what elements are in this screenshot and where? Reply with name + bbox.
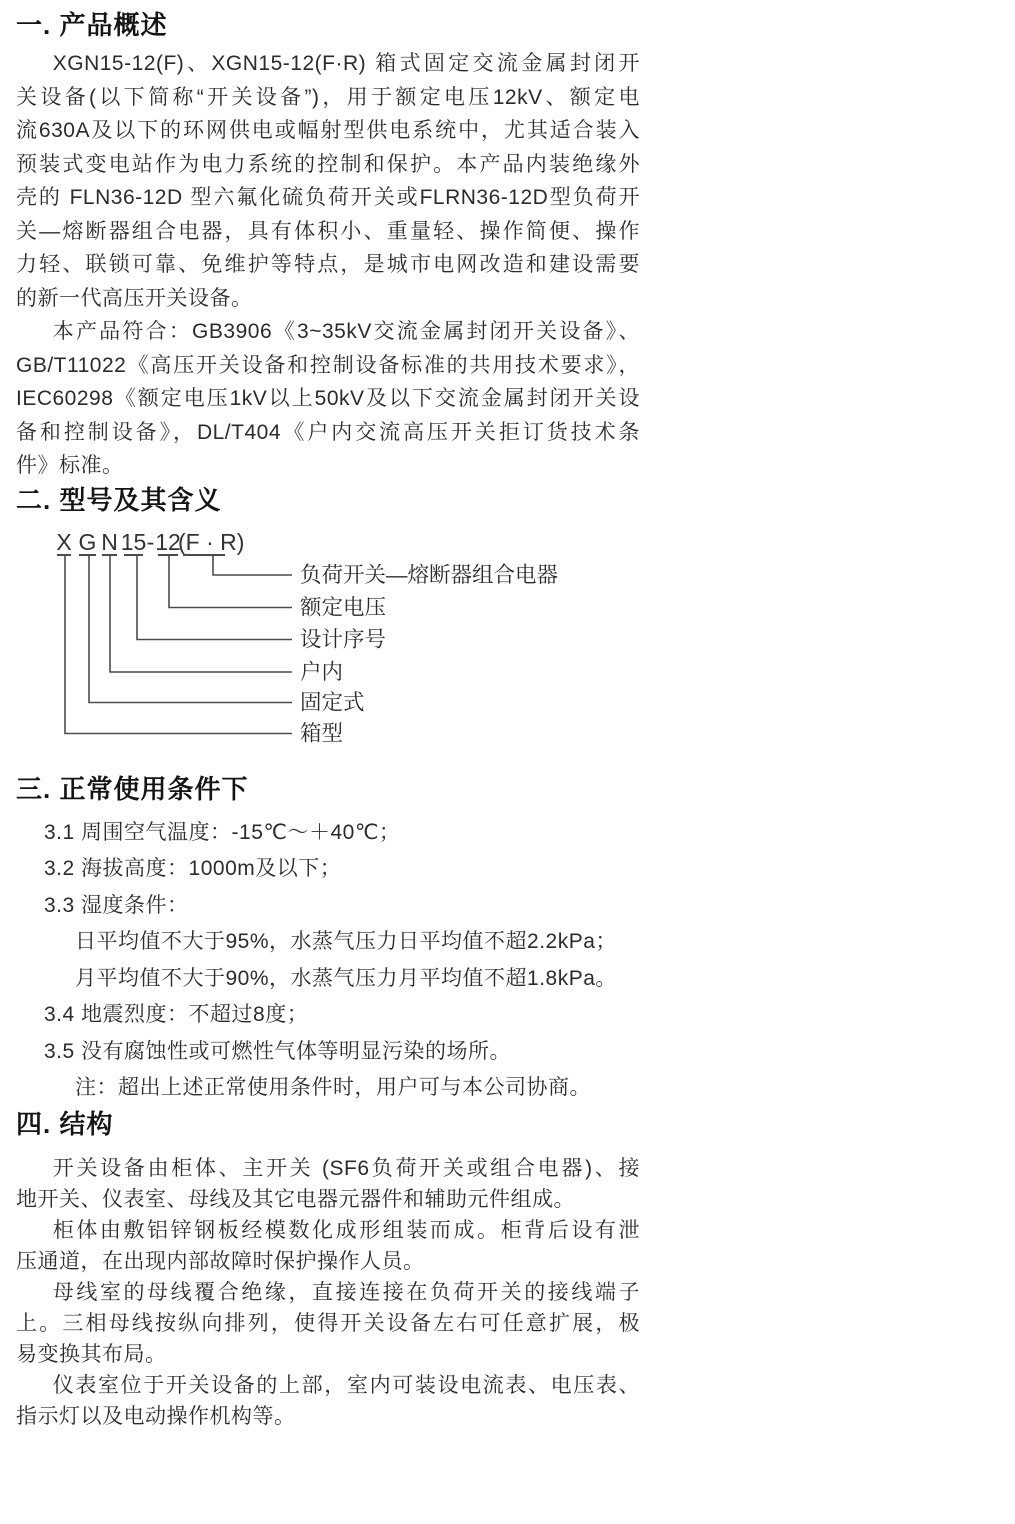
diagram-label: 额定电压: [300, 595, 387, 619]
paragraph: [16, 1153, 640, 1215]
connector-line: [137, 555, 292, 640]
paragraph: [16, 1215, 640, 1277]
model-segment: G: [78, 528, 97, 555]
connector-line: [89, 555, 292, 703]
text-line: 关设备(以下简称“开关设备”)，用于额定电压12kV、额定电: [16, 85, 640, 109]
connector-line: [169, 555, 292, 608]
paragraph: [16, 47, 640, 315]
model-segment: 15: [120, 528, 147, 555]
condition-item: 日平均值不大于95%，水蒸气压力日平均值不超2.2kPa；: [75, 930, 617, 953]
text-line: GB/T11022《高压开关设备和控制设备标准的共用技术要求》，: [16, 353, 640, 377]
paragraph: [16, 315, 640, 483]
condition-item: 3.4 地震烈度：不超过8度；: [44, 1003, 309, 1026]
diagram-label: 户内: [300, 659, 344, 684]
section-2-title: 二. 型号及其含义: [16, 484, 222, 515]
model-separator: -: [146, 528, 155, 555]
section-3-title: 三. 正常使用条件下: [16, 773, 249, 804]
text-line: 母线室的母线覆合绝缘，直接连接在负荷开关的接线端子: [52, 1280, 640, 1304]
paragraph: [16, 1370, 640, 1432]
condition-item: 3.1 周围空气温度：-15℃～＋40℃；: [44, 820, 401, 844]
text-line: 的新一代高压开关设备。: [16, 286, 253, 310]
text-line: 关—熔断器组合电器，具有体积小、重量轻、操作简便、操作: [16, 219, 640, 243]
text-line: 备和控制设备》，DL/T404《户内交流高压开关拒订货技术条: [16, 420, 640, 444]
text-line: 上。三相母线按纵向排列，使得开关设备左右可任意扩展，极: [16, 1311, 640, 1335]
text-line: 压通道，在出现内部故障时保护操作人员。: [16, 1249, 425, 1273]
diagram-label: 设计序号: [300, 627, 387, 651]
paragraph: [16, 1277, 640, 1370]
section-4-body: [16, 1153, 640, 1432]
text-line: 件》标准。: [16, 454, 124, 477]
condition-item: 3.3 湿度条件：: [44, 893, 189, 917]
text-line: 柜体由敷铝锌钢板经模数化成形组装而成。柜背后设有泄: [52, 1218, 640, 1242]
text-line: 开关设备由柜体、主开关 (SF6负荷开关或组合电器)、接: [52, 1156, 640, 1180]
section-normal-conditions: [16, 772, 1015, 1107]
text-line: 指示灯以及电动操作机构等。: [16, 1404, 296, 1428]
condition-item: 注：超出上述正常使用条件时，用户可与本公司协商。: [75, 1076, 591, 1099]
diagram-label: 箱型: [300, 721, 344, 745]
text-line: XGN15-12(F)、XGN15-12(F·R) 箱式固定交流金属封闭开: [52, 52, 640, 75]
section-structure: [16, 1107, 1015, 1432]
text-line: 仪表室位于开关设备的上部，室内可装设电流表、电压表、: [52, 1373, 640, 1397]
condition-item: 3.5 没有腐蚀性或可燃性气体等明显污染的场所。: [44, 1039, 512, 1063]
condition-item: 3.2 海拔高度：1000m及以下；: [44, 857, 342, 880]
text-line: 本产品符合：GB3906《3~35kV交流金属封闭开关设备》、: [52, 320, 640, 343]
text-line: 力轻、联锁可靠、免维护等特点，是城市电网改造和建设需要: [16, 253, 640, 276]
connector-line: [213, 555, 292, 575]
section-3-body: [16, 815, 640, 1107]
section-product-overview: [16, 8, 1015, 483]
section-model-meaning: [16, 483, 1015, 772]
model-designation-diagram: [16, 517, 636, 772]
text-line: 易变换其布局。: [16, 1342, 167, 1366]
section-1-body: [16, 47, 640, 483]
model-segment: (F · R): [178, 528, 245, 555]
diagram-label: 负荷开关—熔断器组合电器: [300, 562, 559, 587]
section-1-title: 一. 产品概述: [16, 10, 168, 40]
text-line: 壳的 FLN36-12D 型六氟化硫负荷开关或FLRN36-12D型负荷开: [16, 186, 640, 209]
text-line: IEC60298《额定电压1kV以上50kV及以下交流金属封闭开关设: [16, 387, 640, 410]
section-4-title: 四. 结构: [16, 1108, 114, 1139]
text-line: 地开关、仪表室、母线及其它电器元器件和辅助元件组成。: [16, 1187, 575, 1211]
condition-item: 月平均值不大于90%，水蒸气压力月平均值不超1.8kPa。: [75, 966, 617, 990]
diagram-label: 固定式: [300, 690, 365, 714]
model-segment: 12: [155, 528, 181, 555]
model-segment: N: [101, 528, 118, 555]
text-line: 流630A及以下的环网供电或幅射型供电系统中，尤其适合装入: [16, 119, 640, 142]
text-line: 预装式变电站作为电力系统的控制和保护。本产品内装绝缘外: [16, 152, 640, 176]
model-segment: X: [56, 528, 72, 555]
connector-line: [65, 555, 292, 734]
